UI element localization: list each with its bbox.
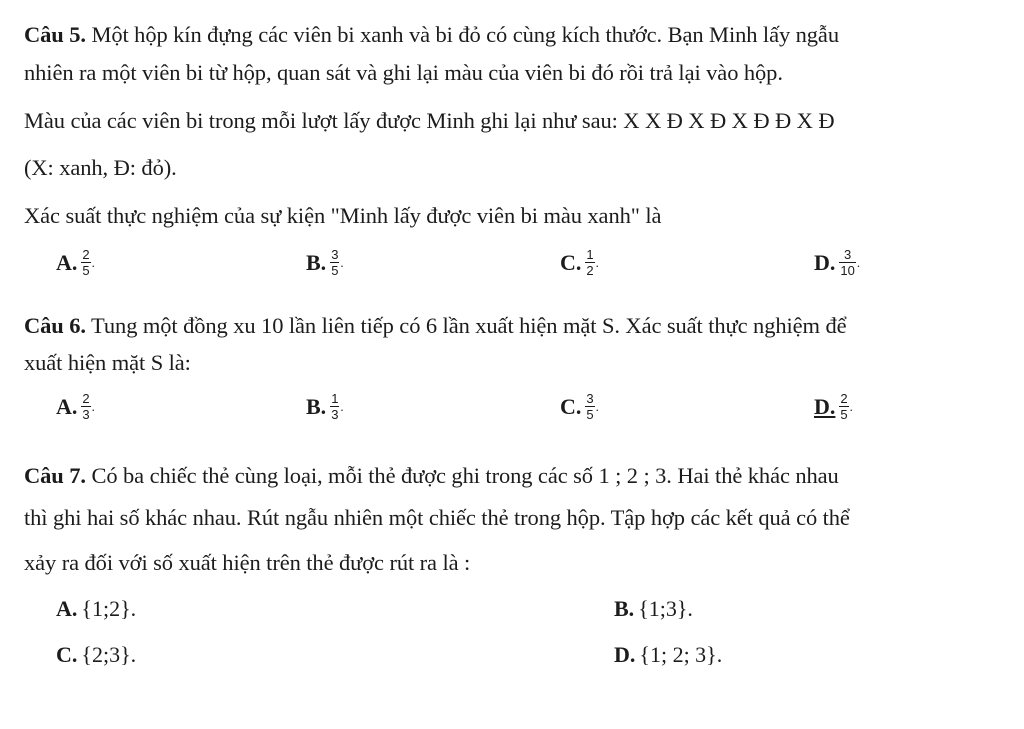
fraction: $\frac{2}{5}$ — [840, 391, 848, 422]
option-text: {1;2}. — [81, 596, 137, 621]
option-label: C. — [560, 249, 582, 275]
q5-line-5: Xác suất thực nghiệm của sự kiện "Minh lấy được viên bi màu xanh" là — [24, 203, 662, 228]
q5-line-1 — [24, 22, 839, 48]
option-label: A. — [56, 249, 78, 275]
q6-option-b[interactable]: B. $\frac{1}{3}$ . — [306, 391, 344, 422]
fraction: $\frac{3}{10}$ — [840, 247, 855, 278]
option-label: D. — [814, 249, 836, 275]
q6-option-c[interactable]: C. $\frac{3}{5}$ . — [560, 391, 599, 422]
option-label: C. — [56, 642, 78, 667]
q7-title: Câu 7. — [24, 463, 86, 488]
q5-title: Câu 5. — [24, 22, 86, 47]
fraction: $\frac{2}{5}$ — [82, 247, 90, 278]
option-text: {2;3}. — [81, 642, 137, 667]
q7-line-3: xảy ra đối với số xuất hiện trên thẻ được rút ra là : — [24, 550, 471, 575]
option-label: D. — [614, 642, 636, 667]
q5-text-1: Một hộp kín đựng các viên bi xanh và bi đỏ có cùng kích thước. Bạn Minh lấy ngẫu — [91, 22, 839, 47]
option-label: B. — [306, 249, 327, 275]
fraction: $\frac{2}{3}$ — [82, 391, 90, 422]
q7-option-b[interactable] — [614, 596, 693, 622]
option-label: B. — [306, 393, 327, 419]
fraction: $\frac{3}{5}$ — [331, 247, 339, 278]
option-label: B. — [614, 596, 635, 621]
q5-option-b[interactable]: B. $\frac{3}{5}$ . — [306, 247, 344, 278]
option-label: C. — [560, 393, 582, 419]
q7-option-c[interactable] — [56, 642, 136, 668]
q6-option-a[interactable]: A. $\frac{2}{3}$ . — [56, 391, 95, 422]
fraction: $\frac{3}{5}$ — [586, 391, 594, 422]
q5-option-d[interactable]: D. $\frac{3}{10}$ . — [814, 247, 861, 278]
q7-option-a[interactable] — [56, 596, 136, 622]
q6-option-d[interactable]: D. $\frac{2}{5}$ . — [814, 391, 853, 422]
fraction: $\frac{1}{3}$ — [331, 391, 339, 422]
q5-option-a[interactable]: A. $\frac{2}{5}$ . — [56, 247, 95, 278]
fraction: $\frac{1}{2}$ — [586, 247, 594, 278]
q6-title: Câu 6. — [24, 313, 86, 338]
q5-line-2: nhiên ra một viên bi từ hộp, quan sát và ghi lại màu của viên bi đó rồi trả lại vào hộp. — [24, 60, 783, 85]
option-label: D. — [814, 393, 836, 419]
q6-line-2: xuất hiện mặt S là: — [24, 350, 191, 375]
option-label: A. — [56, 393, 78, 419]
q5-line-4: (X: xanh, Đ: đỏ). — [24, 155, 177, 180]
q7-option-d[interactable] — [614, 642, 722, 668]
option-text: {1; 2; 3}. — [639, 642, 723, 667]
q6-line-1 — [24, 313, 847, 339]
q7-text-1: Có ba chiếc thẻ cùng loại, mỗi thẻ được ghi trong các số 1 ; 2 ; 3. Hai thẻ khác nhau — [85, 463, 839, 488]
q7-line-1 — [24, 463, 839, 489]
option-text: {1;3}. — [638, 596, 693, 621]
q5-option-c[interactable]: C. $\frac{1}{2}$ . — [560, 247, 599, 278]
q5-line-3: Màu của các viên bi trong mỗi lượt lấy được Minh ghi lại như sau: X X Đ X Đ X Đ Đ X Đ — [24, 108, 835, 133]
q6-text-1: Tung một đồng xu 10 lần liên tiếp có 6 lần xuất hiện mặt S. Xác suất thực nghiệm để — [85, 313, 847, 338]
q7-line-2: thì ghi hai số khác nhau. Rút ngẫu nhiên một chiếc thẻ trong hộp. Tập hợp các kết quả có thể — [24, 505, 850, 530]
option-label: A. — [56, 596, 78, 621]
